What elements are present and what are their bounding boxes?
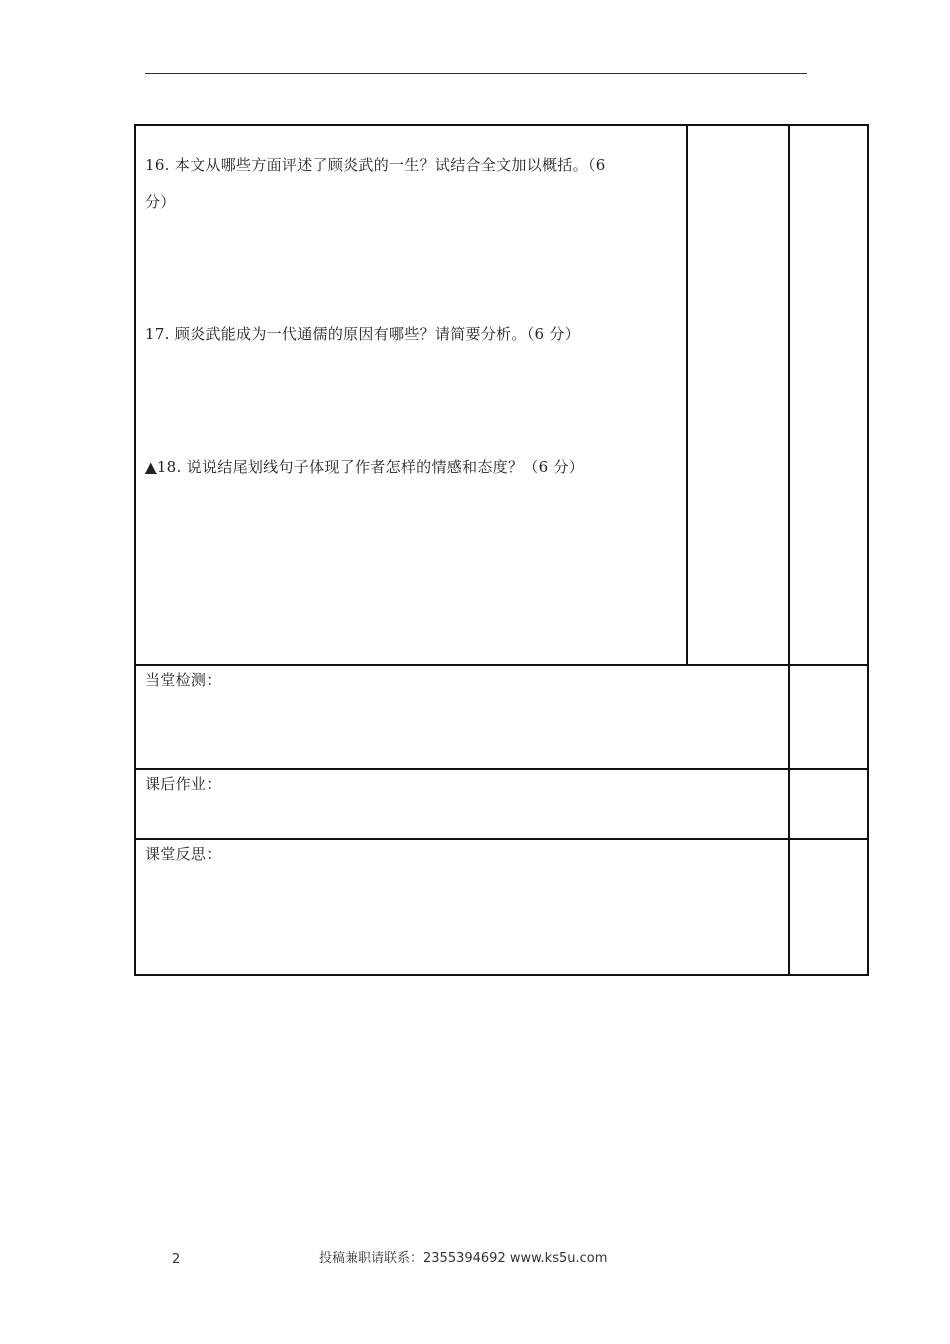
reflection-label: 课堂反思： xyxy=(145,845,222,863)
table-left-border xyxy=(134,124,136,976)
question-17: 17. 顾炎武能成为一代通儒的原因有哪些？请简要分析。（6 分） xyxy=(145,325,581,343)
question-18 xyxy=(145,457,584,477)
question-16-line-1: 16. 本文从哪些方面评述了顾炎武的一生？试结合全文加以概括。（6 xyxy=(145,156,606,174)
question-16-line-2: 分） xyxy=(145,193,176,211)
notes-column-divider xyxy=(788,124,790,976)
page-number: 2 xyxy=(172,1252,181,1267)
classroom-check-label: 当堂检测： xyxy=(145,671,222,689)
question-column-divider xyxy=(686,124,688,665)
table-right-border xyxy=(867,124,869,976)
question-18-text: 18. 说说结尾划线句子体现了作者怎样的情感和态度？（6 分） xyxy=(156,458,585,476)
row-divider-check xyxy=(134,664,869,666)
row-divider-reflection xyxy=(134,838,869,840)
header-rule xyxy=(145,73,807,74)
table-bottom-border xyxy=(134,974,869,976)
lesson-table xyxy=(134,124,869,976)
table-top-border xyxy=(134,124,869,126)
triangle-marker-icon: ▲ xyxy=(145,458,157,476)
row-divider-homework xyxy=(134,768,869,770)
footer-contact: 投稿兼职请联系：2355394692 www.ks5u.com xyxy=(319,1251,608,1266)
homework-label: 课后作业： xyxy=(145,775,222,793)
